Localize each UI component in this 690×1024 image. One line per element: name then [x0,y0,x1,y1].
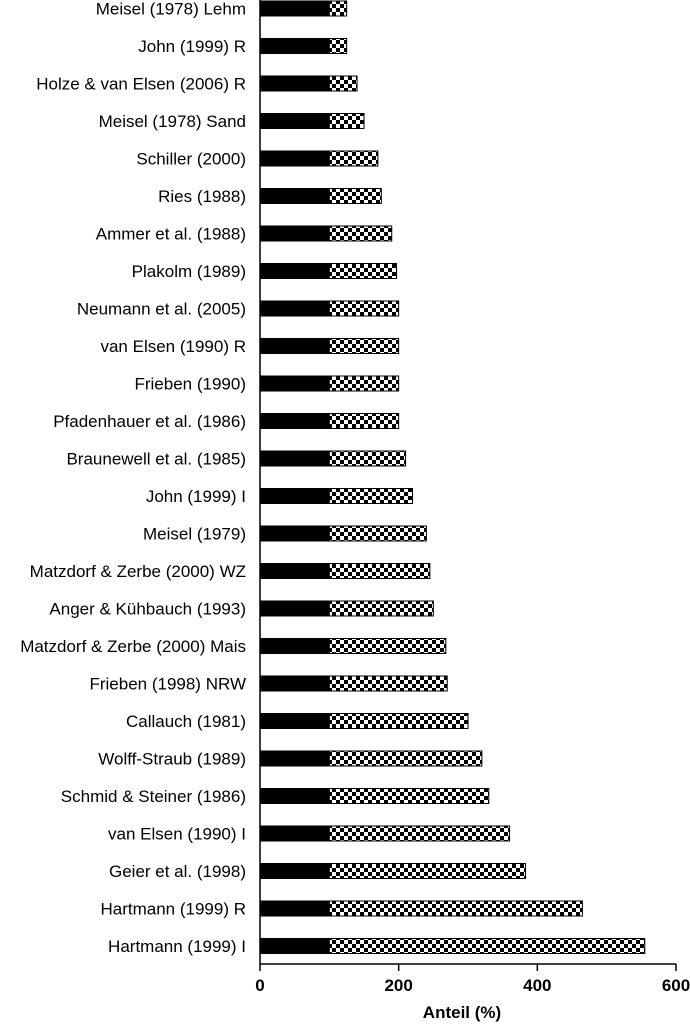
bar-segment-solid [260,114,329,129]
category-label: Callauch (1981) [125,712,246,731]
bar-segment-checkered [329,76,357,91]
category-label: Meisel (1978) Sand [98,112,246,131]
bar-segment-solid [260,864,329,879]
bar-segment-checkered [329,864,525,879]
category-label: Holze & van Elsen (2006) R [36,74,246,94]
bar-segment-solid [260,901,329,916]
category-label: Geier et al. (1998) [108,862,246,881]
bar-segment-checkered [329,451,405,466]
category-label: Frieben (1990) [134,374,246,394]
category-labels [20,0,246,956]
bar-segment-solid [260,451,329,466]
category-label: Ammer et al. (1988) [95,224,246,244]
category-label: John (1999) I [145,487,246,506]
bar-segment-checkered [329,714,468,729]
category-label: Matzdorf & Zerbe (2000) Mais [20,637,246,656]
bar-segment-solid [260,414,329,429]
bar-segment-checkered [329,226,391,241]
bar-segment-checkered [329,751,482,766]
category-label: Schiller (2000) [136,149,246,169]
x-axis-title: Anteil (%) [422,1003,502,1022]
bar-segment-checkered [329,939,644,954]
bar-segment-checkered [329,526,426,541]
bar-segment-checkered [329,676,447,691]
bar-segment-solid [260,676,329,691]
category-label: Hartmann (1999) I [108,937,246,956]
bar-segment-solid [260,639,329,654]
bar-segment-checkered [329,189,381,204]
bar-segment-checkered [329,376,398,391]
category-label: Neumann et al. (2005) [76,299,246,319]
bar-segment-solid [260,601,329,616]
category-label: Meisel (1978) Lehm [95,0,246,19]
bar-segment-solid [260,751,329,766]
bar-segment-solid [260,301,329,316]
bar-segment-solid [260,151,329,166]
category-label: Matzdorf & Zerbe (2000) WZ [29,562,246,581]
bar-segment-solid [260,939,329,954]
category-label: Pfadenhauer et al. (1986) [53,412,246,431]
bar-segment-solid [260,76,329,91]
bars [260,1,645,954]
x-tick-label: 200 [384,976,413,995]
bar-segment-checkered [329,301,398,316]
category-label: Braunewell et al. (1985) [66,449,246,469]
bar-segment-solid [260,789,329,804]
category-label: Plakolm (1989) [131,262,246,281]
bar-segment-checkered [329,789,488,804]
bar-segment-solid [260,189,329,204]
bar-segment-solid [260,1,329,16]
bar-segment-solid [260,526,329,541]
category-label: Hartmann (1999) R [100,899,246,919]
bar-segment-checkered [329,151,378,166]
x-tick-label: 400 [523,976,552,995]
bar-segment-checkered [329,489,412,504]
bar-segment-checkered [329,39,346,54]
bar-segment-checkered [329,264,396,279]
bar-segment-checkered [329,1,346,16]
bar-segment-solid [260,564,329,579]
bar-segment-checkered [329,601,433,616]
bar-segment-solid [260,489,329,504]
bar-segment-checkered [329,114,364,129]
bar-segment-checkered [329,564,430,579]
category-label: Schmid & Steiner (1986) [60,787,246,806]
category-label: Frieben (1998) NRW [89,674,246,694]
x-tick-label: 600 [661,976,690,995]
category-label: Ries (1988) [158,187,246,206]
bar-segment-solid [260,714,329,729]
bar-segment-checkered [329,826,509,841]
bar-segment-checkered [329,414,398,429]
bar-segment-solid [260,826,329,841]
bar-segment-checkered [329,901,582,916]
category-label: Meisel (1979) [143,524,246,544]
bar-segment-solid [260,264,329,279]
bar-segment-checkered [329,339,398,354]
bar-segment-solid [260,376,329,391]
bar-segment-solid [260,39,329,54]
category-label: Wolff-Straub (1989) [98,749,246,769]
bar-segment-checkered [329,639,445,654]
category-label: John (1999) R [138,37,246,56]
category-label: Anger & Kühbauch (1993) [49,599,246,619]
x-tick-label: 0 [255,976,265,995]
bar-segment-solid [260,339,329,354]
category-label: van Elsen (1990) I [108,824,246,844]
category-label: van Elsen (1990) R [100,337,246,356]
bar-segment-solid [260,226,329,241]
